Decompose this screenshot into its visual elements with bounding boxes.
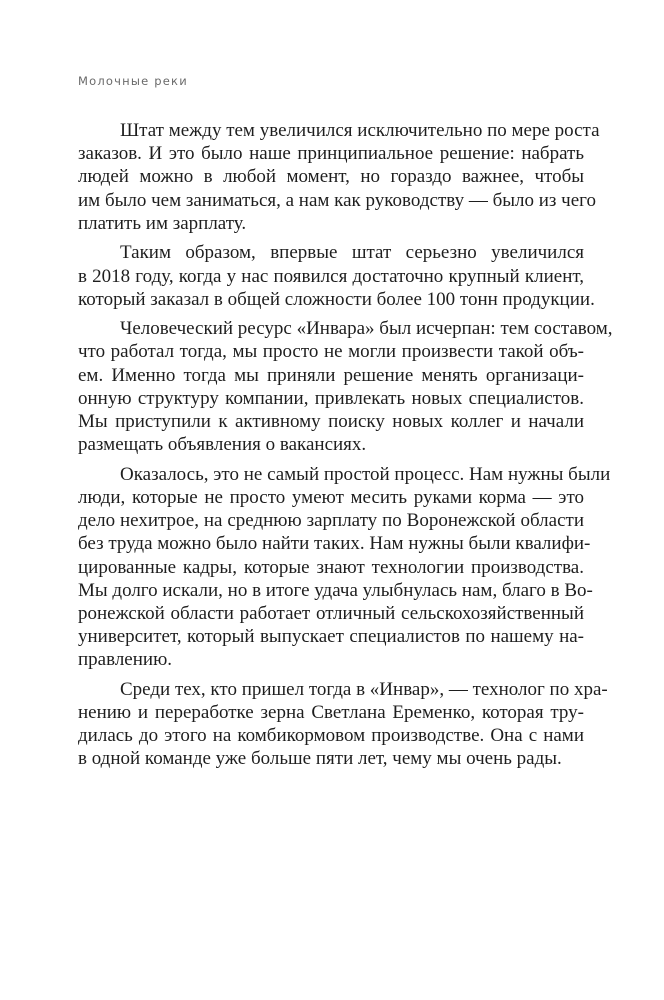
text-line: ем. Именно тогда мы приняли решение менять организаци- [78, 364, 584, 386]
text-line: что работал тогда, мы просто не могли произвести такой объ- [78, 341, 584, 363]
text-line: им было чем заниматься, а нам как руководству — было из чего [78, 189, 596, 211]
text-line: Оказалось, это не самый простой процесс. Нам нужны были [120, 463, 611, 485]
text-line: заказов. И это было наше принципиальное решение: набрать [78, 143, 584, 165]
running-header: Молочные реки [78, 74, 188, 88]
text-line: онную структуру компании, привлекать новых специалистов. [78, 387, 584, 409]
text-line: Мы приступили к активному поиску новых коллег и начали [78, 411, 584, 433]
text-line: Человеческий ресурс «Инвара» был исчерпан: тем составом, [120, 318, 613, 340]
text-line: правлению. [78, 649, 173, 671]
text-line: ронежской области работает отличный сельскохозяйственный [78, 602, 584, 624]
text-line: цированные кадры, которые знают технологии производства. [78, 556, 584, 578]
text-line: размещать объявления о вакансиях. [78, 434, 367, 456]
paragraph-3 [78, 317, 613, 456]
text-line: дело нехитрое, на среднюю зарплату по Воронежской области [78, 510, 584, 532]
text-line: людей можно в любой момент, но гораздо важнее, чтобы [78, 166, 584, 188]
text-line: который заказал в общей сложности более 100 тонн продукции. [78, 288, 595, 310]
text-line: в одной команде уже больше пяти лет, чему мы очень рады. [78, 748, 562, 770]
text-line: Мы долго искали, но в итоге удача улыбнулась нам, благо в Во- [78, 579, 593, 601]
text-line: Среди тех, кто пришел тогда в «Инвар», — технолог по хра- [120, 678, 608, 700]
text-line: дилась до этого на комбикормовом производстве. Она с нами [78, 725, 584, 747]
text-line: без труда можно было найти таких. Нам нужны были квалифи- [78, 533, 591, 555]
text-line: в 2018 году, когда у нас появился достаточно крупный клиент, [78, 265, 584, 287]
paragraph-1 [78, 119, 600, 235]
text-line: платить им зарплату. [78, 212, 247, 234]
paragraph-5 [78, 678, 608, 771]
text-line: университет, который выпускает специалистов по нашему на- [78, 626, 584, 648]
paragraph-4 [78, 463, 611, 672]
text-line: нению и переработке зерна Светлана Еременко, которая тру- [78, 702, 584, 724]
text-line: Таким образом, впервые штат серьезно увеличился [120, 242, 584, 264]
paragraph-2 [78, 241, 595, 311]
text-line: люди, которые не просто умеют месить руками корма — это [78, 486, 584, 508]
text-line: Штат между тем увеличился исключительно по мере роста [120, 120, 600, 141]
body-text [78, 119, 613, 771]
